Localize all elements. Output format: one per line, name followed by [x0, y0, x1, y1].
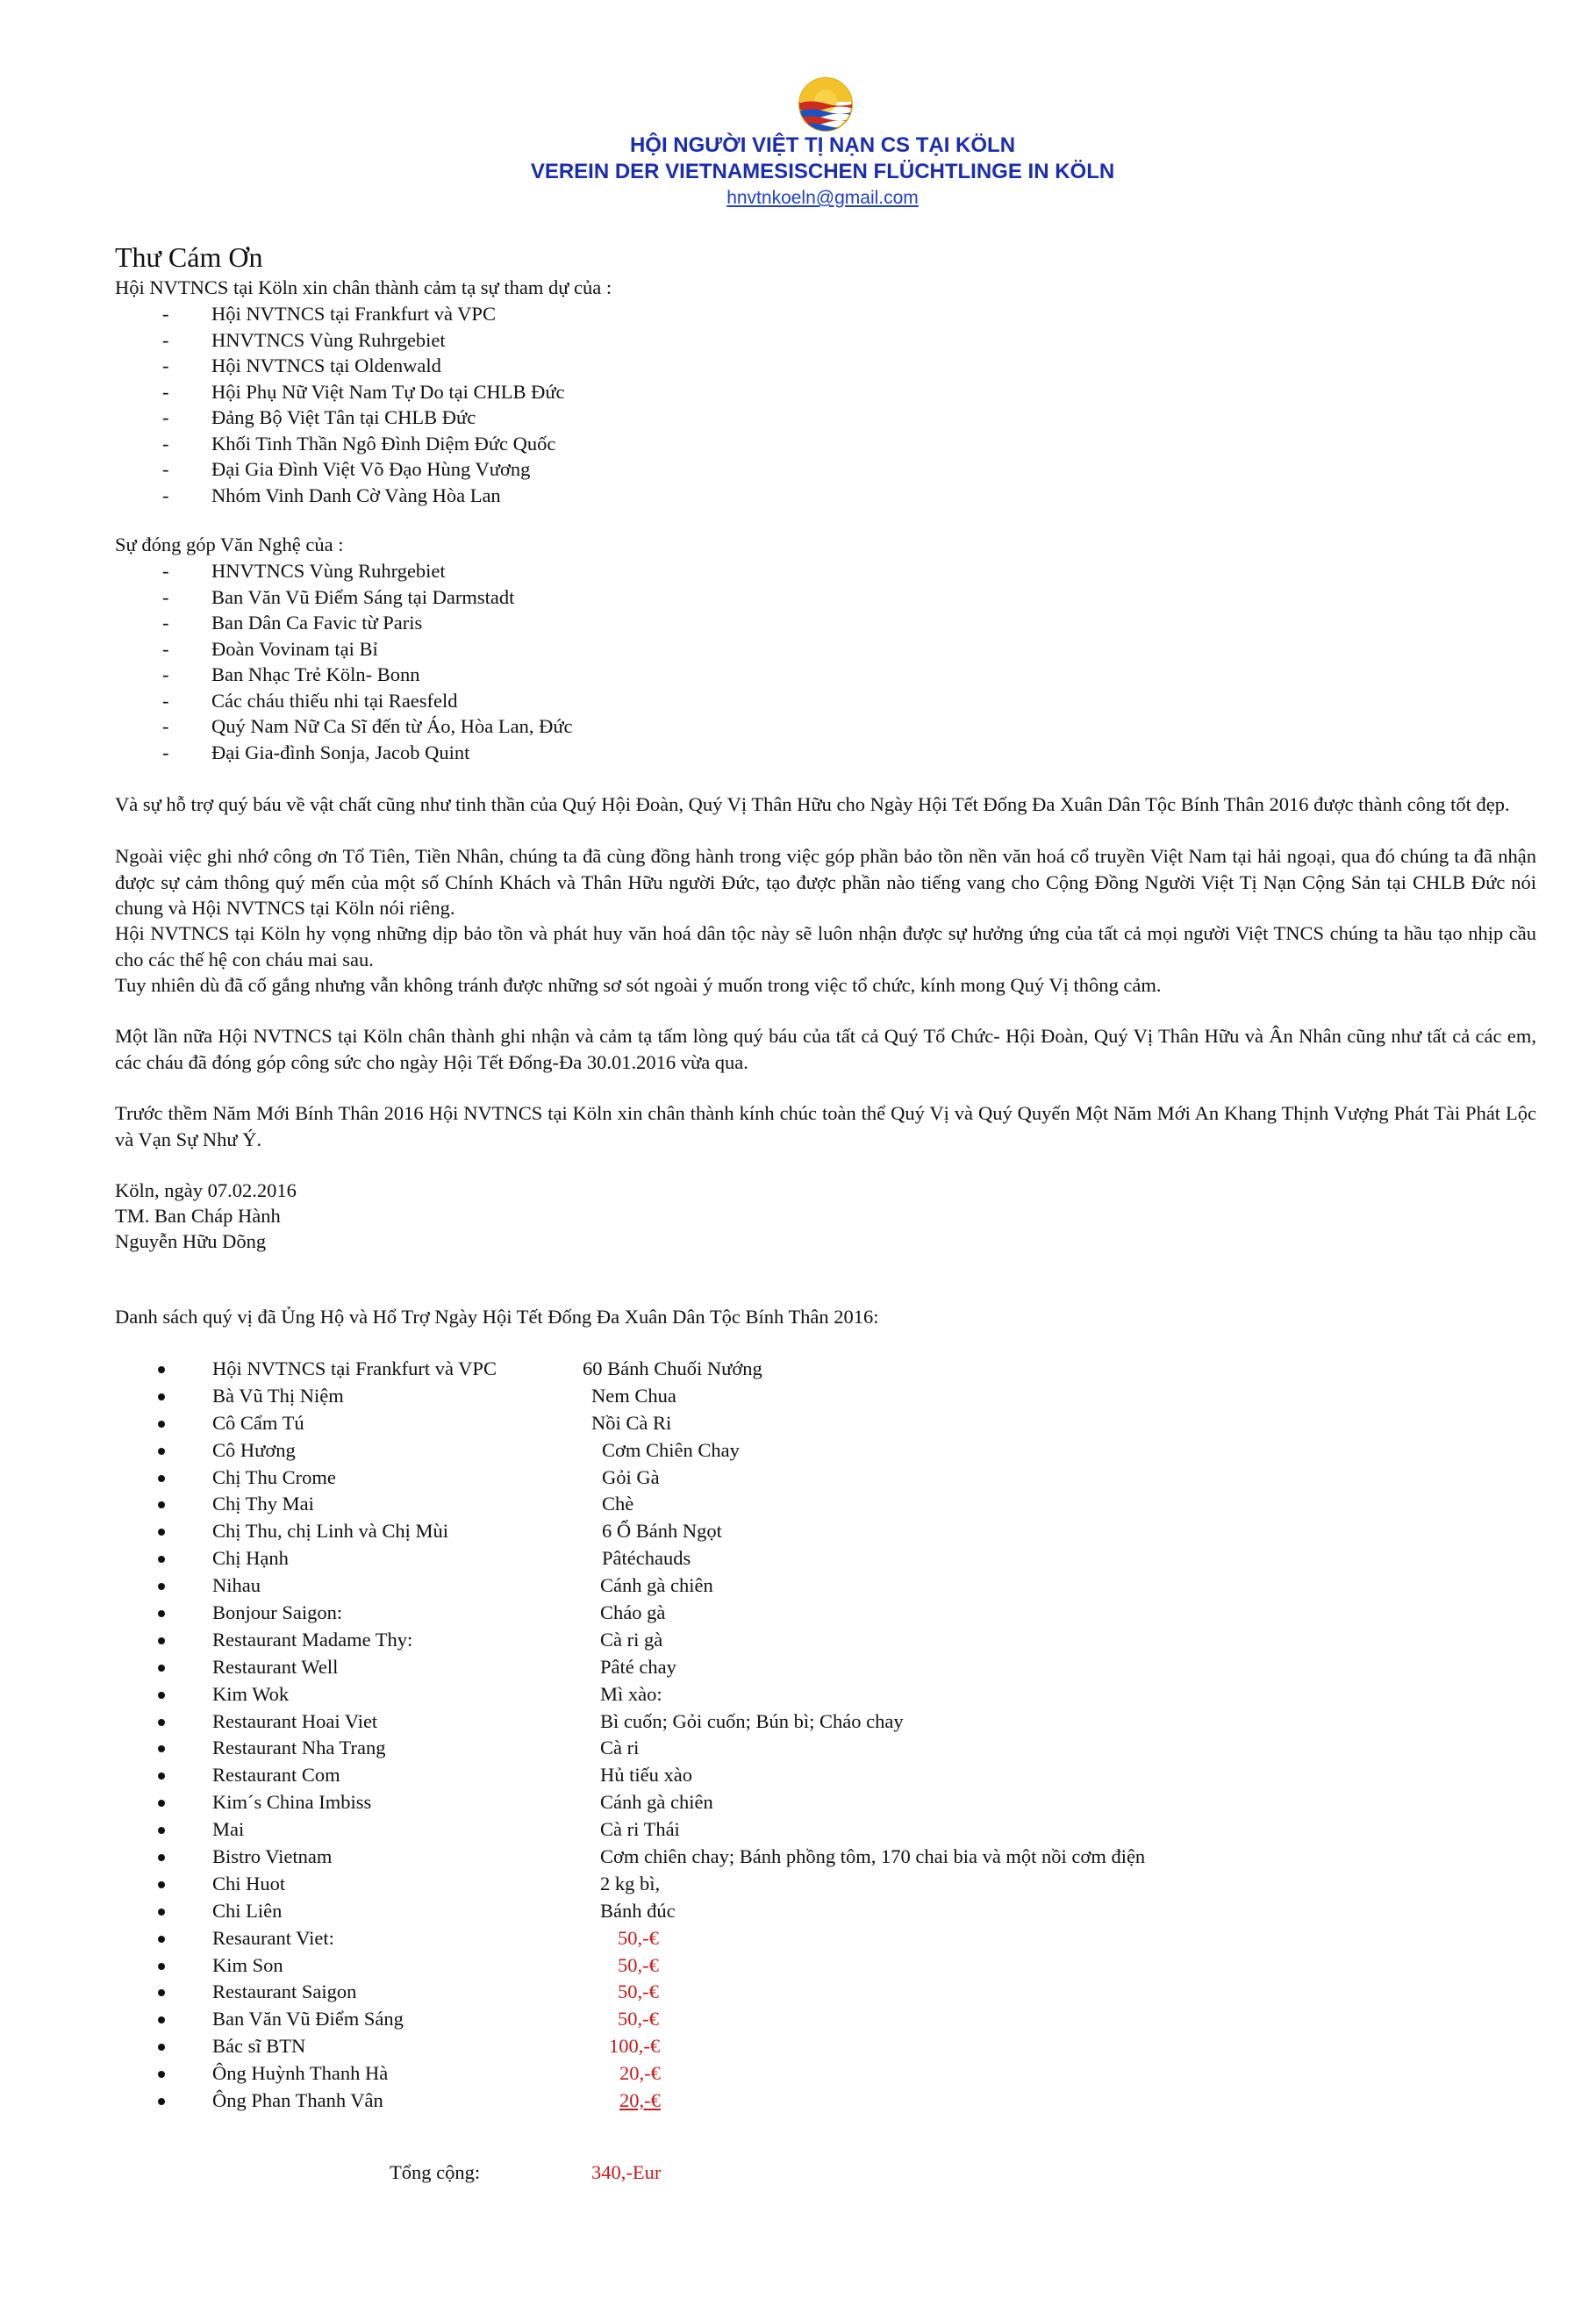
bullet-icon [158, 1583, 165, 1590]
donor-name: Chi Liên [212, 1899, 283, 1922]
donation-gift: Pâté chay [600, 1655, 676, 1678]
attendee-item: - Hội NVTNCS tại Oldenwald [162, 353, 565, 379]
performer-item: - HNVTNCS Vùng Ruhrgebiet [162, 558, 573, 584]
attendee-item: - Nhóm Vinh Danh Cờ Vàng Hòa Lan [162, 483, 565, 509]
donor-name: Bonjour Saigon: [212, 1601, 343, 1624]
attendee-item: - Hội Phụ Nữ Việt Nam Tự Do tại CHLB Đức [162, 379, 565, 405]
thanks-paragraph: Một lần nữa Hội NVTNCS tại Köln chân thành ghi nhận và cảm tạ tấm lòng quý báu của tất cả Quý Tổ Chức- Hội Đoàn, Quý Vị Thân Hữu và Ân Nhân cũng như tất cả các em, các cháu đã đóng góp công sức cho ngày Hội Tết Đống-Đa 30.01.2016 vừa qua. [115, 1025, 1536, 1073]
signature-place-date: Köln, ngày 07.02.2016 [115, 1179, 297, 1201]
bullet-icon [158, 1719, 165, 1726]
bullet-icon [158, 2016, 165, 2023]
donor-name: Restaurant Hoai Viet [212, 1709, 378, 1732]
donor-name: Bà Vũ Thị Niệm [212, 1384, 344, 1407]
donation-gift: Cà ri Thái [600, 1818, 680, 1841]
bullet-icon [158, 1800, 165, 1807]
bullet-icon [158, 1421, 165, 1428]
donation-gift: Mì xào: [600, 1682, 662, 1705]
performer-item: - Ban Văn Vũ Điểm Sáng tại Darmstadt [162, 584, 573, 611]
org-name-vietnamese: HỘI NGƯỜI VIỆT TỊ NẠN CS TẠI KÖLN [629, 133, 1016, 157]
attendee-item: - Khối Tinh Thần Ngô Đình Diệm Đức Quốc [162, 431, 565, 457]
performer-item: - Các cháu thiếu nhi tại Raesfeld [162, 688, 573, 714]
donation-gift: Cánh gà chiên [600, 1574, 713, 1597]
donor-name: Kim Son [212, 1953, 283, 1976]
bullet-icon [158, 1881, 165, 1888]
performer-item: - Quý Nam Nữ Ca Sĩ đến từ Áo, Hòa Lan, Đức [162, 713, 573, 740]
donations-heading: Danh sách quý vị đã Ủng Hộ và Hổ Trợ Ngày Hội Tết Đống Đa Xuân Dân Tộc Bính Thân 2016: [115, 1306, 879, 1328]
bullet-icon [158, 1393, 165, 1400]
body-paragraph: Hội NVTNCS tại Köln hy vọng những dịp bảo tồn và phát huy văn hoá dân tộc này sẽ luôn nhận được sự hưởng ứng của tất cả mọi người Việt TNCS chúng ta hầu tạo nhịp cầu cho các thế hệ con cháu mai sau. [115, 922, 1536, 970]
bullet-icon [158, 1773, 165, 1780]
bullet-icon [158, 1909, 165, 1916]
donation-gift: 60 Bánh Chuối Nướng [583, 1357, 762, 1379]
donor-name: Restaurant Madame Thy: [212, 1628, 413, 1651]
bullet-icon [158, 1448, 165, 1455]
letter-title: Thư Cám Ơn [115, 241, 263, 273]
bullet-icon [158, 1692, 165, 1699]
body-paragraph: Ngoài việc ghi nhớ công ơn Tổ Tiên, Tiền Nhân, chúng ta đã cùng đồng hành trong việc góp phần bảo tồn nền văn hoá cổ truyền Việt Nam tại hải ngoại, qua đó chúng ta đã nhận được sự cảm thông quý mến của một số Chính Khách và Thân Hữu người Đức, tạo được phần nào tiếng vang cho Cộng Đồng Người Việt Tị Nạn Cộng Sản tại CHLB Đức nói chung và Hội NVTNCS tại Köln nói riêng. [115, 845, 1536, 919]
donor-name: Chị Thy Mai [212, 1493, 314, 1515]
donation-amount: 50,-€ [618, 1953, 659, 1976]
donor-name: Chị Thu Crome [212, 1465, 336, 1488]
body-paragraph: Tuy nhiên dù đã cố gắng nhưng vẫn không tránh được những sơ sót ngoài ý muốn trong việc tổ chức, kính mong Quý Vị thông cảm. [115, 974, 1162, 996]
donor-name: Nihau [212, 1574, 261, 1597]
bullet-icon [158, 2071, 165, 2078]
donor-name: Restaurant Saigon [212, 1980, 357, 2003]
donor-name: Hội NVTNCS tại Frankfurt và VPC [212, 1357, 497, 1379]
signature-on-behalf: TM. Ban Cháp Hành [115, 1205, 281, 1227]
donor-name: Resaurant Viet: [212, 1926, 334, 1949]
performer-item: - Ban Nhạc Trẻ Köln- Bonn [162, 662, 573, 688]
donor-name: Chị Hạnh [212, 1547, 289, 1570]
org-email-link[interactable]: hnvtnkoeln@gmail.com [726, 188, 919, 208]
donation-gift: 6 Ổ Bánh Ngọt [602, 1520, 722, 1543]
donor-name: Bistro Vietnam [212, 1845, 333, 1868]
bullet-icon [158, 2098, 165, 2105]
attendee-list [162, 301, 565, 508]
donation-amount: 50,-€ [618, 1980, 659, 2003]
donation-gift: 2 kg bì, [600, 1872, 661, 1894]
attendee-item: - Đảng Bộ Việt Tân tại CHLB Đức [162, 405, 565, 431]
bullet-icon [158, 2044, 165, 2051]
donation-amount: 20,-€ [619, 2089, 661, 2112]
bullet-icon [158, 1610, 165, 1617]
donor-name: Ông Phan Thanh Vân [212, 2089, 383, 2112]
donation-gift: Bì cuốn; Gỏi cuốn; Bún bì; Cháo chay [600, 1709, 904, 1732]
donor-name: Ban Văn Vũ Điểm Sáng [212, 2008, 404, 2030]
bullet-icon [158, 1529, 165, 1536]
donor-name: Ông Huỳnh Thanh Hà [212, 2062, 389, 2085]
donation-gift: Gỏi Gà [602, 1465, 660, 1488]
donation-gift: Cơm chiên chay; Bánh phồng tôm, 170 chai bia và một nồi cơm điện [600, 1845, 1146, 1868]
donor-name: Mai [212, 1818, 245, 1841]
bullet-icon [158, 1366, 165, 1373]
donation-gift: Chè [602, 1493, 634, 1515]
donor-name: Bác sĩ BTN [212, 2035, 306, 2058]
donor-name: Cô Cẩm Tú [212, 1411, 304, 1434]
bullet-icon [158, 1637, 165, 1644]
donation-amount: 20,-€ [619, 2062, 661, 2085]
signature-name: Nguyễn Hữu Dõng [115, 1230, 267, 1252]
donor-name: Restaurant Well [212, 1655, 339, 1678]
bullet-icon [158, 1936, 165, 1943]
attendee-item: - HNVTNCS Vùng Ruhrgebiet [162, 327, 565, 354]
donation-gift: Cơm Chiên Chay [602, 1438, 740, 1461]
donor-name: Kim´s China Imbiss [212, 1791, 372, 1814]
donation-amount: 50,-€ [618, 2008, 659, 2030]
donor-name: Cô Hương [212, 1438, 296, 1461]
performer-item: - Đại Gia-đình Sonja, Jacob Quint [162, 740, 573, 766]
new-year-wish-paragraph: Trước thềm Năm Mới Bính Thân 2016 Hội NVTNCS tại Köln xin chân thành kính chúc toàn thể Quý Vị và Quý Quyến Một Năm Mới An Khang Thịnh Vượng Phát Tài Phát Lộc và Vạn Sự Như Ý. [115, 1102, 1536, 1150]
performer-item: - Ban Dân Ca Favic từ Paris [162, 610, 573, 636]
bullet-icon [158, 1475, 165, 1482]
attendee-item: - Hội NVTNCS tại Frankfurt và VPC [162, 301, 565, 327]
donation-gift: Pâtéchauds [602, 1547, 691, 1570]
bullet-icon [158, 1854, 165, 1861]
performer-list [162, 558, 573, 765]
donation-amount: 50,-€ [618, 1926, 659, 1949]
total-value: 340,-Eur [591, 2161, 662, 2183]
letter-intro: Hội NVTNCS tại Köln xin chân thành cảm tạ sự tham dự của : [115, 276, 612, 298]
donor-name: Chi Huot [212, 1872, 286, 1894]
donation-gift: Hủ tiếu xào [600, 1764, 692, 1787]
donation-gift: Nồi Cà Ri [591, 1411, 672, 1434]
bullet-icon [158, 1665, 165, 1672]
donor-name: Kim Wok [212, 1682, 290, 1705]
bullet-icon [158, 1963, 165, 1970]
donation-gift: Cà ri [600, 1737, 640, 1759]
donor-name: Restaurant Com [212, 1764, 340, 1787]
body-paragraph: Và sự hỗ trợ quý báu về vật chất cũng như tinh thần của Quý Hội Đoàn, Quý Vị Thân Hữu cho Ngày Hội Tết Đống Đa Xuân Dân Tộc Bính Thân 2016 được thành công tốt đẹp. [115, 793, 1510, 815]
donor-name: Restaurant Nha Trang [212, 1737, 386, 1759]
donation-gift: Cháo gà [600, 1601, 666, 1624]
org-name-german: VEREIN DER VIETNAMESISCHEN FLÜCHTLINGE IN KÖLN [530, 160, 1115, 183]
bullet-icon [158, 1556, 165, 1563]
bullet-icon [158, 1827, 165, 1834]
performer-item: - Đoàn Vovinam tại Bỉ [162, 636, 573, 662]
donation-gift: Cà ri gà [600, 1628, 663, 1651]
sun-over-waves-logo [797, 75, 855, 133]
performers-intro: Sự đóng góp Văn Nghệ của : [115, 534, 344, 555]
donation-gift: Nem Chua [591, 1384, 676, 1407]
attendee-item: - Đại Gia Đình Việt Võ Đạo Hùng Vương [162, 456, 565, 483]
donation-gift: Cánh gà chiên [600, 1791, 713, 1814]
bullet-icon [158, 1745, 165, 1752]
donor-name: Chị Thu, chị Linh và Chị Mùi [212, 1520, 448, 1543]
donation-amount: 100,-€ [609, 2035, 661, 2058]
total-label: Tổng cộng: [390, 2161, 481, 2183]
donation-gift: Bánh đúc [600, 1899, 676, 1922]
bullet-icon [158, 1501, 165, 1508]
bullet-icon [158, 1989, 165, 1996]
